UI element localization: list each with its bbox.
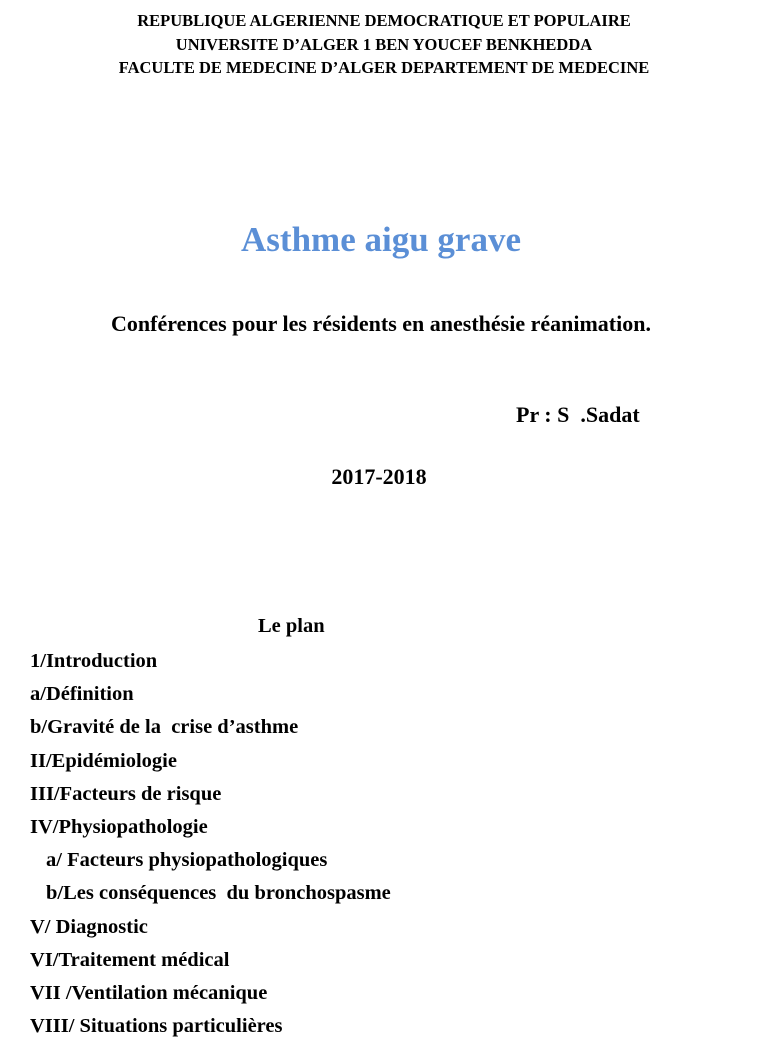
plan-item-ventilation: VII /Ventilation mécanique <box>30 981 268 1004</box>
plan-list <box>30 645 391 1043</box>
plan-heading: Le plan <box>258 615 325 637</box>
plan-item-gravite: b/Gravité de la crise d’asthme <box>30 716 299 739</box>
plan-item-facteurs-physiopathologiques: a/ Facteurs physiopathologiques <box>46 849 328 872</box>
academic-year: 2017-2018 <box>331 464 427 489</box>
document-title: Asthme aigu grave <box>241 220 521 259</box>
plan-item-introduction: 1/Introduction <box>30 650 158 672</box>
plan-item-consequences: b/Les conséquences du bronchospasme <box>46 882 391 905</box>
author: Pr : S .Sadat <box>516 402 640 427</box>
header-line-faculty: FACULTE DE MEDECINE D’ALGER DEPARTEMENT DE MEDECINE <box>118 58 650 77</box>
plan-item-physiopathologie: IV/Physiopathologie <box>30 815 208 838</box>
institution-header <box>0 9 768 80</box>
header-line-republic: REPUBLIQUE ALGERIENNE DEMOCRATIQUE ET POPULAIRE <box>137 11 631 30</box>
plan-item-epidemiologie: II/Epidémiologie <box>30 749 177 772</box>
plan-item-situations: VIII/ Situations particulières <box>30 1015 283 1038</box>
document-subtitle: Conférences pour les résidents en anesthésie réanimation. <box>111 311 651 336</box>
plan-item-traitement: VI/Traitement médical <box>30 948 230 971</box>
plan-item-definition: a/Définition <box>30 683 134 706</box>
plan-item-facteurs-risque: III/Facteurs de risque <box>30 782 222 805</box>
header-line-university: UNIVERSITE D’ALGER 1 BEN YOUCEF BENKHEDDA <box>175 34 593 54</box>
plan-item-diagnostic: V/ Diagnostic <box>30 915 148 938</box>
